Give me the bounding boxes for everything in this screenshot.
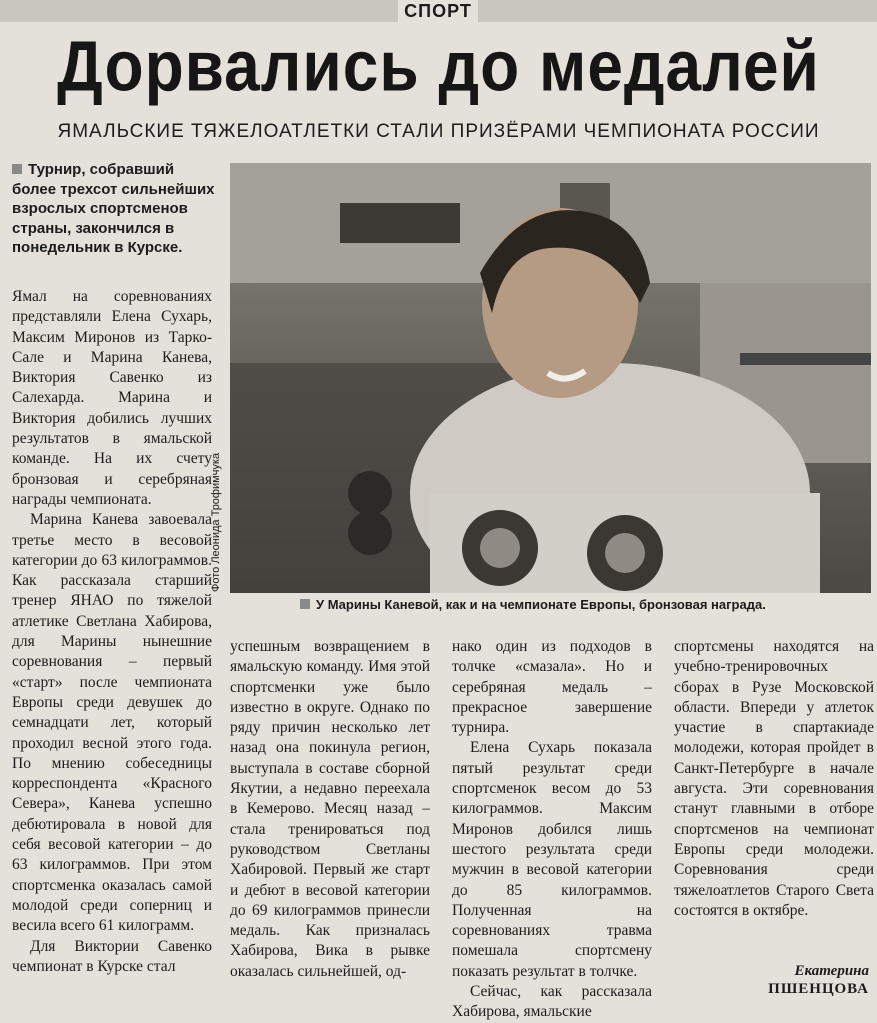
photo-caption bbox=[300, 597, 860, 612]
rubric-label: СПОРТ bbox=[398, 0, 478, 22]
paragraph: Сейчас, как рассказала Хабирова, ямальские bbox=[452, 983, 652, 1021]
article-photo bbox=[230, 163, 871, 593]
article-column-2 bbox=[230, 637, 430, 982]
paragraph: Для Виктории Савенко чемпионат в Курске стал bbox=[12, 937, 212, 975]
lead-paragraph bbox=[12, 160, 217, 258]
author-last-name: ПШЕНЦОВА bbox=[768, 981, 869, 997]
paragraph: успешным возвращением в ямальскую команду. Имя этой спортсменки уже было известно в округе. Однако по ряду причин несколько лет назад она покинула регион, выступала в составе сборной Якутии, а недавно переехала в Кемерово. Месяц назад – стала тренироваться под руководством Светланы Хабировой. Первый же старт и дебют в весовой категории до 69 килограммов принесли медаль. Как призналась Хабирова, Вика в рывке оказалась сильнейшей, од- bbox=[230, 638, 430, 980]
paragraph: Ямал на соревнованиях представляли Елена Сухарь, Максим Миронов из Тарко-Сале и Марина Канева, Виктория Савенко из Салехарда. Марина и Виктория добились лучших результатов в ямальской команде. На их счету бронзовая и серебряная награды чемпионата. bbox=[12, 288, 212, 508]
lead-text: Турнир, собравший более трехсот сильнейших взрослых спортсменов страны, закончился в понедельник в Курске. bbox=[12, 161, 215, 256]
photo-illustration bbox=[230, 163, 871, 593]
paragraph: Марина Канева завоевала третье место в весовой категории до 63 килограммов. Как рассказала старший тренер ЯНАО по тяжелой атлетике Светлана Хабирова, для Марины нынешние соревнования – первый «старт» после чемпионата Европы среди девушек до семнадцати лет, который проходил весной этого года. По мнению собеседницы корреспондента «Красного Севера», Канева успешно дебютировала в новой для себя весовой категории – до 63 килограммов. При этом спортсменка оказалась самой молодой среди соперниц и весила всего 61 килограмм. bbox=[12, 511, 212, 935]
paragraph: Елена Сухарь показала пятый результат среди спортсменок весом до 53 килограммов. Максим Миронов добился лишь шестого результата среди мужчин в весовой категории до 85 килограммов. Полученная на соревнованиях травма помешала спортсмену показать результат в толчке. bbox=[452, 739, 652, 980]
article-column-1 bbox=[12, 287, 212, 977]
subheadline: ЯМАЛЬСКИЕ ТЯЖЕЛОАТЛЕТКИ СТАЛИ ПРИЗЁРАМИ ЧЕМПИОНАТА РОССИИ bbox=[57, 121, 820, 142]
article-column-4 bbox=[674, 637, 874, 921]
author-signature bbox=[768, 962, 869, 998]
square-bullet-icon bbox=[12, 164, 22, 174]
paragraph: спортсмены находятся на учебно-тренировочных сборах в Рузе Московской области. Впереди у атлеток участие в спартакиаде молодежи, которая пройдет в Санкт-Петербурге в начале августа. Эти соревнования станут главными в отборе спортсменов на чемпионат Европы среди молодежи. Соревнования среди тяжелоатлетов Старого Света состоятся в октябре. bbox=[674, 638, 874, 919]
square-bullet-icon bbox=[300, 599, 310, 609]
paragraph: нако один из подходов в толчке «смазала». Но и серебряная медаль – прекрасное завершение турнира. bbox=[452, 638, 652, 737]
caption-text: У Марины Каневой, как и на чемпионате Европы, бронзовая награда. bbox=[316, 597, 766, 612]
author-first-name: Екатерина bbox=[794, 963, 869, 979]
rubric-bar bbox=[0, 0, 877, 22]
headline: Дорвались до медалей bbox=[57, 25, 820, 107]
photo-credit: Фото Леонида Трофимчука bbox=[210, 452, 222, 592]
article-column-3 bbox=[452, 637, 652, 1023]
